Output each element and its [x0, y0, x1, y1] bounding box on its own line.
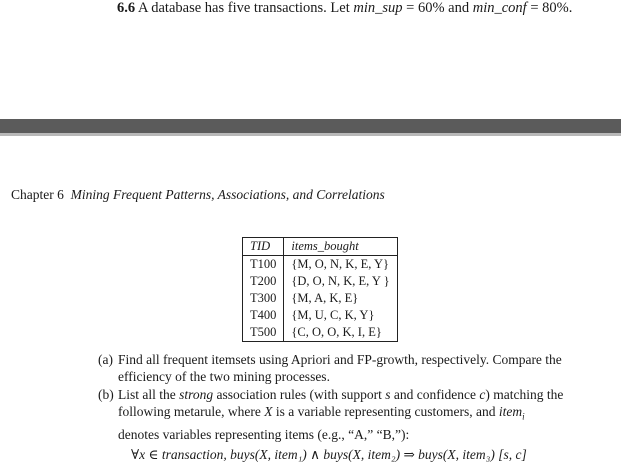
problem-statement — [117, 0, 572, 16]
tid-cell: T300 — [243, 290, 284, 307]
min-sup-value: = 60% and — [402, 0, 473, 16]
question-a-text: Find all frequent itemsets using Apriori and FP-growth, respectively. Compare the efficiency of the two mining processes. — [118, 352, 562, 384]
question-b — [98, 386, 568, 443]
variable-x: X — [264, 404, 273, 419]
table-header-row — [243, 238, 398, 256]
min-conf-label: min_conf — [472, 0, 527, 16]
table-row — [243, 273, 398, 290]
table-row — [243, 256, 398, 274]
min-sup-label: min_sup — [353, 0, 403, 16]
question-b-text-part: is a variable representing customers, and — [272, 404, 499, 419]
question-a — [98, 351, 568, 385]
running-header — [11, 186, 385, 203]
table-row — [243, 290, 398, 307]
table-row — [243, 307, 398, 324]
item-variable-subscript: i — [522, 411, 525, 422]
page-divider-edge — [0, 133, 621, 136]
tid-cell: T100 — [243, 256, 284, 274]
problem-text: A database has five transactions. Let — [137, 0, 354, 16]
question-b-label: (b) — [98, 387, 114, 402]
question-a-label: (a) — [98, 352, 113, 367]
column-header-items: items_bought — [284, 238, 397, 256]
support-symbol: s — [385, 387, 391, 402]
question-b-text-part: ) matching the following metarule, where — [118, 387, 564, 419]
problem-number: 6.6 — [117, 0, 136, 16]
tid-cell: T500 — [243, 324, 284, 342]
tid-cell: T400 — [243, 307, 284, 324]
transaction-table — [242, 237, 398, 342]
items-cell: {C, O, O, K, I, E} — [291, 325, 382, 339]
question-b-text-part: and confidence — [390, 387, 480, 402]
item-variable-name: item — [498, 404, 523, 419]
chapter-title: Mining Frequent Patterns, Associations, and Correlations — [70, 187, 385, 202]
question-b-strong: strong — [179, 387, 214, 402]
items-cell: {D, O, N, K, E, Y } — [291, 274, 390, 288]
chapter-label: Chapter 6 — [11, 187, 64, 202]
question-b-text — [118, 386, 568, 443]
metarule-formula: ∀x ∈ transaction, buys(X, item₁) ∧ buys(X, item₂) ⇒ buys(X, item₃) [s, c] — [131, 447, 527, 462]
question-b-text-part: List all the — [118, 387, 180, 402]
page-divider — [0, 119, 621, 133]
item-variable — [498, 404, 525, 422]
question-b-text-part: association rules (with support — [213, 387, 386, 402]
items-cell: {M, A, K, E} — [291, 291, 359, 305]
column-header-tid: TID — [243, 238, 284, 256]
min-conf-value: = 80%. — [526, 0, 573, 16]
tid-cell: T200 — [243, 273, 284, 290]
confidence-symbol: c — [479, 387, 486, 402]
table-row — [243, 324, 398, 342]
question-b-text-part: denotes variables representing items (e.g., “A,” “B,”): — [118, 426, 410, 442]
items-cell: {M, O, N, K, E, Y} — [291, 257, 390, 271]
items-cell: {M, U, C, K, Y} — [291, 308, 375, 322]
